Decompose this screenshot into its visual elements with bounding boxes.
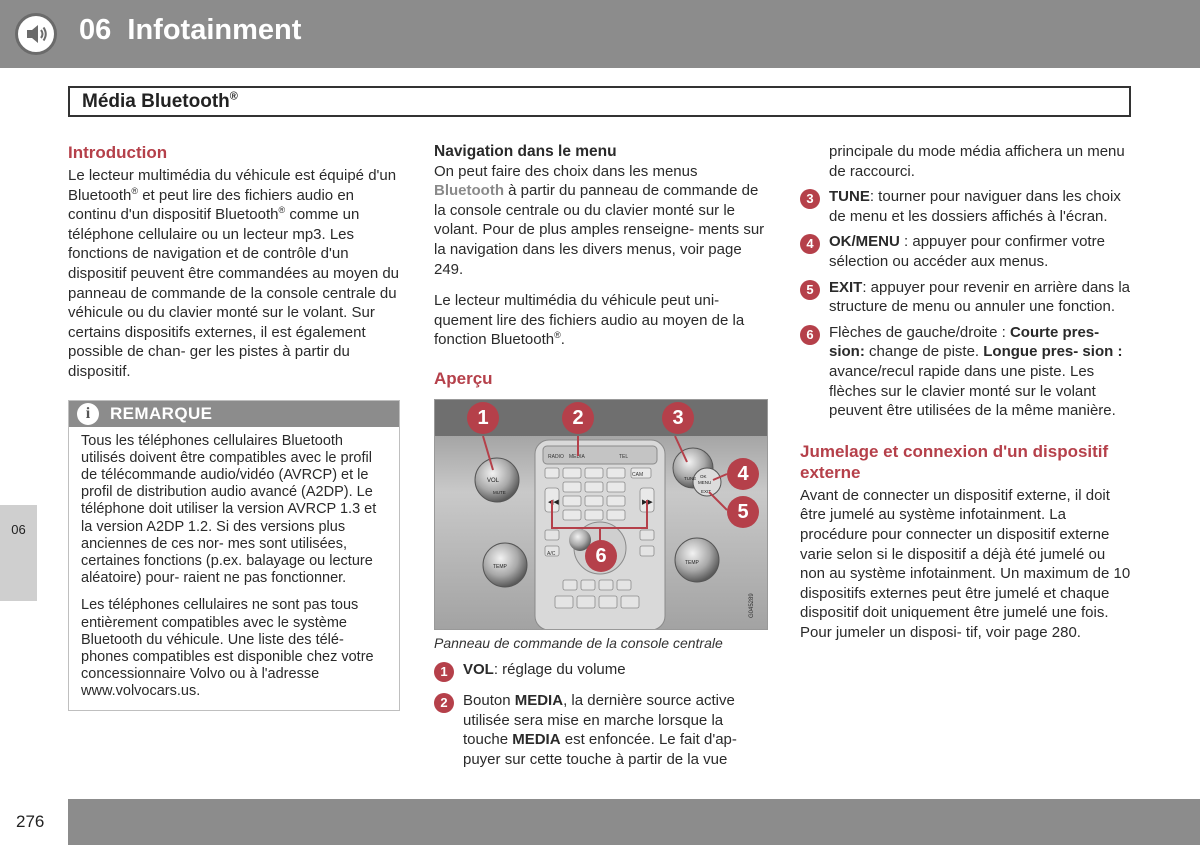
bluetooth-highlight: Bluetooth	[434, 182, 504, 200]
ok-label: OK	[700, 473, 707, 479]
figure-badge-5: 5	[727, 496, 759, 528]
temp-left-label: TEMP	[493, 563, 507, 570]
temp-right-label: TEMP	[685, 559, 699, 566]
note-body	[69, 427, 399, 710]
list-item: 4 OK/MENU : appuyer pour confirmer votre sélection ou accéder aux menus.	[800, 232, 1132, 271]
introduction-paragraph: Le lecteur multimédia du véhicule est équipé d'un Bluetooth® et peut lire des fichiers audio en continu d'un dispositif Bluetooth® comme un téléphone cellulaire ou un lecteur mp3. Les fonctions de navigation et de contrôle d'un dispositif peuvent être commandées au moyen du panneau de commande de la console centrale du véhicule ou du clavier monté sur le volant. Sur certains dispositifs externes, il est également possible de chan- ger les pistes à partir du dispositif.	[68, 167, 400, 380]
list-item: 1 VOL: réglage du volume	[434, 660, 768, 680]
apercu-heading: Aperçu	[434, 368, 493, 388]
console-panel-illustration	[435, 400, 768, 630]
introduction-heading: Introduction	[68, 143, 168, 162]
figure-caption: Panneau de commande de la console centrale	[434, 634, 723, 651]
section-title-box	[68, 86, 1131, 117]
navigation-paragraph-2: Le lecteur multimédia du véhicule peut uni- quement lire des fichiers audio au moyen de la fonction Bluetooth®.	[434, 292, 745, 349]
navigation-heading: Navigation dans le menu	[434, 143, 617, 160]
note-box	[68, 400, 400, 711]
cam-button-label: CAM	[632, 471, 644, 478]
list-item: 6 Flèches de gauche/droite : Courte pres- sion: change de piste. Longue pres- sion : avance/recul rapide dans une piste. Les flèches sur le clavier monté sur le volant peuvent être utilisées de la même manière.	[800, 323, 1132, 421]
number-badge: 1	[434, 662, 454, 682]
page-footer-bar	[68, 799, 1200, 845]
number-badge: 6	[800, 325, 820, 345]
next-track-arrow: ▶▶	[642, 498, 653, 506]
radio-button-label: RADIO	[548, 453, 564, 460]
figure-code: G045289	[749, 593, 755, 618]
figure-badge-2: 2	[562, 402, 594, 434]
pairing-heading: Jumelage et connexion d'un dispositif externe	[800, 441, 1109, 482]
console-panel-figure	[434, 399, 768, 630]
exit-label: EXIT	[701, 488, 712, 494]
chapter-side-tab	[0, 505, 37, 601]
note-header	[69, 401, 399, 427]
vol-knob-label: VOL	[487, 477, 500, 484]
chapter-header	[0, 0, 1200, 68]
note-paragraph-2: Les téléphones cellulaires ne sont pas tous entièrement compatibles avec le système Bluetooth du véhicule. Une liste des télé- phones compatibles est disponible chez votre concessionnaire Volvo ou à l'adresse www.volvocars.us.	[81, 597, 374, 700]
chapter-name: Infotainment	[127, 14, 302, 46]
number-badge: 2	[434, 693, 454, 713]
note-paragraph-1: Tous les téléphones cellulaires Bluetooth utilisés doivent être compatibles avec le profil de télécommande audio/vidéo (AVRCP) et le profil de distribution audio avancé (A2DP). Le téléphone doit utiliser la version AVRCP 1.3 et la version A2DP 1.2. Si des versions plus anciennes de ces nor- mes sont utilisées, certaines fonctions (p.ex. balayage ou lecture aléatoire) pour- raient ne pas fonctionner.	[81, 432, 377, 587]
navigation-paragraph-1: On peut faire des choix dans les menus Bluetooth à partir du panneau de commande de la console centrale ou du clavier monté sur le volant. Pour de plus amples renseigne- ments sur la navigation dans les divers menus, voir page 249.	[434, 162, 765, 278]
ac-button-label: A/C	[547, 550, 556, 557]
list-item: 5 EXIT: appuyer pour revenir en arrière dans la structure de menu ou annuler une fonction.	[800, 278, 1132, 317]
chapter-number: 06	[79, 14, 112, 46]
prev-track-arrow: ◀◀	[548, 498, 559, 506]
menu-label: MENU	[698, 479, 712, 485]
note-label: REMARQUE	[110, 403, 213, 423]
list-item: 3 TUNE: tourner pour naviguer dans les choix de menu et les dossiers affichés à l'écran.	[800, 187, 1132, 226]
chapter-title	[79, 14, 301, 47]
column-2	[434, 142, 768, 776]
tune-label: TUNE	[684, 475, 697, 481]
list-item: 2 Bouton MEDIA, la dernière source active utilisée sera mise en marche lorsque la touche MEDIA est enfoncée. Le fait d'ap- puyer sur cette touche à partir de la vue	[434, 691, 768, 769]
info-icon: i	[77, 403, 99, 425]
column-3	[800, 142, 1132, 642]
speaker-icon	[15, 13, 57, 55]
media-button-label: MEDIA	[569, 453, 585, 460]
control-list-col2	[434, 660, 768, 770]
section-title: Média Bluetooth®	[82, 90, 238, 112]
tel-button-label: TEL	[619, 453, 629, 460]
page-number: 276	[16, 812, 45, 831]
figure-badge-3: 3	[662, 402, 694, 434]
figure-badge-6: 6	[585, 540, 617, 572]
side-tab-label: 06	[11, 522, 26, 537]
figure-badge-1: 1	[467, 402, 499, 434]
number-badge: 3	[800, 189, 820, 209]
number-badge: 4	[800, 234, 820, 254]
column-1	[68, 142, 400, 711]
continued-text: principale du mode média affichera un menu de raccourci.	[829, 143, 1125, 180]
number-badge: 5	[800, 280, 820, 300]
mute-label: MUTE	[493, 489, 506, 495]
pairing-paragraph: Avant de connecter un dispositif externe, il doit être jumelé au système infotainment. La procédure pour connecter un dispositif externe varie selon si le dispositif a déjà été jumelé ou non au système infotainment. Un maximum de 10 dispositifs externes peut être jumelé et chaque dispositif doit uniquement être jumelé une fois. Pour jumeler un disposi- tif, voir page 280.	[800, 486, 1131, 641]
figure-badge-4: 4	[727, 458, 759, 490]
